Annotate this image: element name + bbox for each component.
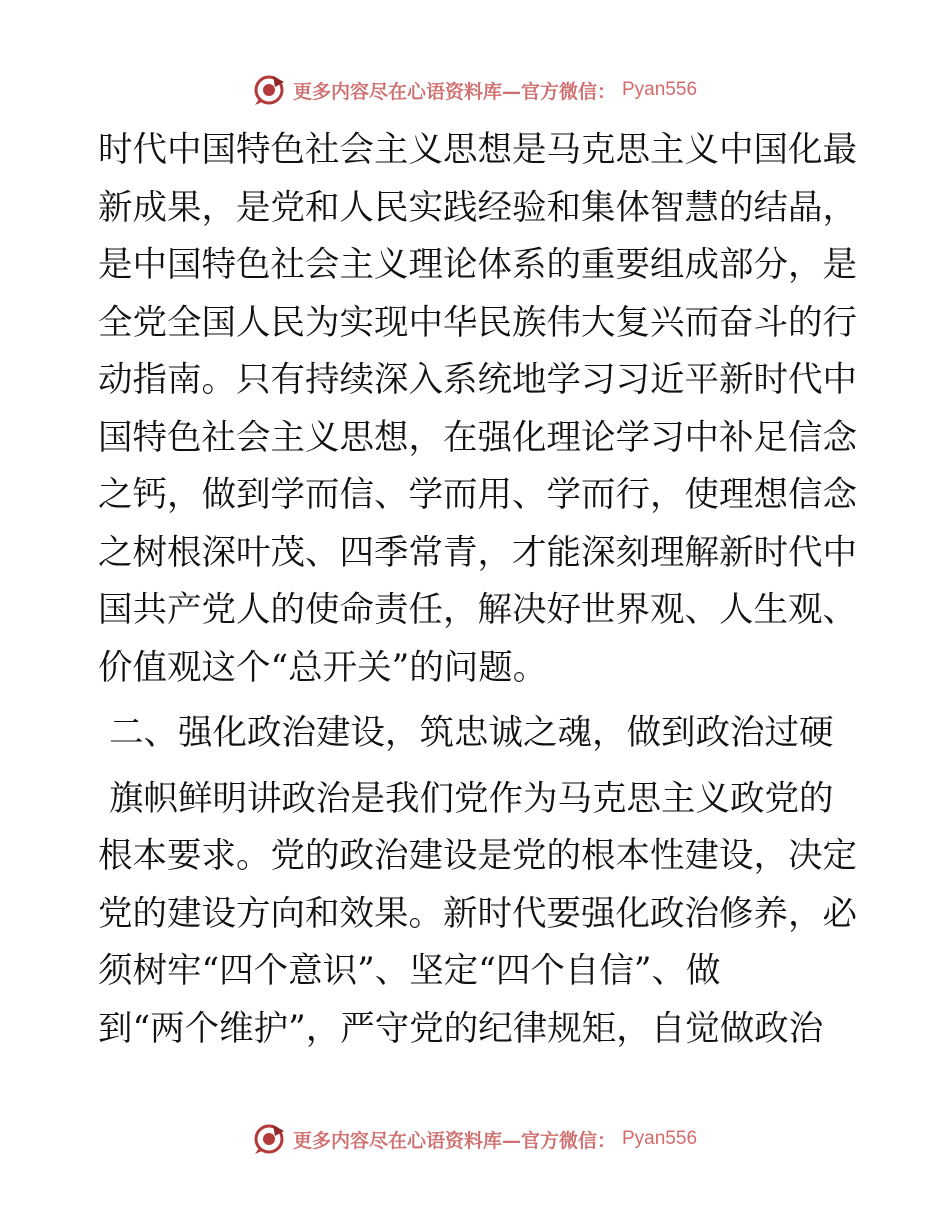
paragraph-line: 国特色社会主义思想，在强化理论学习中补足信念 bbox=[98, 417, 857, 458]
paragraph-line: 根本要求。党的政治建设是党的根本性建设，决定 bbox=[98, 836, 857, 876]
header-watermark bbox=[0, 70, 950, 110]
paragraph-line: 旗帜鲜明讲政治是我们党作为马克思主义政党的 bbox=[98, 778, 834, 819]
watermark-account: Pyan556 bbox=[622, 79, 698, 100]
watermark-text: 更多内容尽在心语资料库—官方微信： bbox=[292, 80, 616, 103]
pen-seal-icon bbox=[253, 73, 287, 107]
paragraph-line: 是中国特色社会主义理论体系的重要组成部分，是 bbox=[98, 245, 857, 285]
paragraph-line: 国共产党人的使命责任，解决好世界观、人生观、 bbox=[98, 590, 857, 630]
paragraph-line: 党的建设方向和效果。新时代要强化政治修养，必 bbox=[98, 893, 857, 934]
paragraph-line: 动指南。只有持续深入系统地学习习近平新时代中 bbox=[98, 360, 857, 400]
paragraph-line: 价值观这个“总开关”的问题。 bbox=[98, 647, 548, 688]
paragraph-line: 新成果，是党和人民实践经验和集体智慧的结晶， bbox=[98, 187, 857, 228]
paragraph-line: 全党全国人民为实现中华民族伟大复兴而奋斗的行 bbox=[98, 302, 857, 343]
footer-watermark bbox=[0, 1119, 950, 1159]
pen-seal-icon bbox=[253, 1122, 287, 1156]
document-body bbox=[98, 122, 858, 1058]
paragraph-line: 之钙，做到学而信、学而用、学而行，使理想信念 bbox=[98, 475, 857, 515]
paragraph-line: 时代中国特色社会主义思想是马克思主义中国化最 bbox=[98, 130, 857, 170]
paragraph-line: 到“两个维护”，严守党的纪律规矩，自觉做政治 bbox=[98, 1008, 824, 1049]
paragraph-line: 之树根深叶茂、四季常青，才能深刻理解新时代中 bbox=[98, 532, 857, 573]
paragraph-line: 须树牢“四个意识”、坚定“四个自信”、做 bbox=[98, 951, 721, 991]
watermark-account: Pyan556 bbox=[622, 1128, 698, 1149]
section-heading: 二、强化政治建设，筑忠诚之魂，做到政治过硬 bbox=[98, 713, 834, 753]
watermark-text: 更多内容尽在心语资料库—官方微信： bbox=[292, 1129, 616, 1152]
